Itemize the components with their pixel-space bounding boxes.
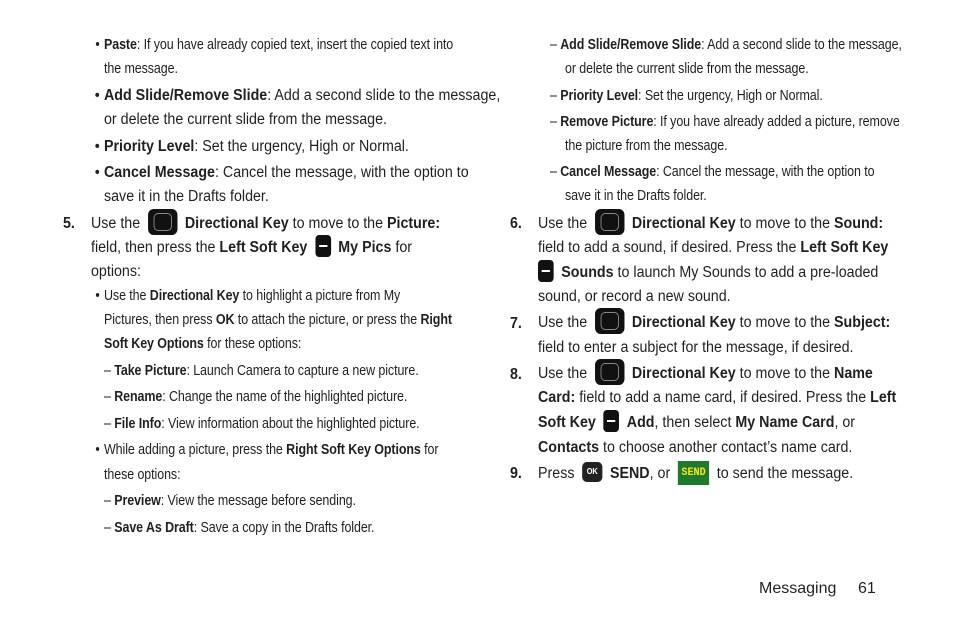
directional-key-icon <box>595 308 624 334</box>
left-soft-key-icon <box>315 235 331 257</box>
bullet-cancel-cont: save it in the Drafts folder. <box>104 188 269 205</box>
step6-line2: field to add a sound, if desired. Press the Left Soft Key <box>538 239 889 256</box>
step6-line4: sound, or record a new sound. <box>538 288 731 305</box>
dash-preview: – Preview: View the message before sending. <box>104 493 356 509</box>
sub-bullet-adding: • While adding a picture, press the Right Soft Key Options for <box>95 442 439 458</box>
dash-remove-picture-cont: the picture from the message. <box>565 138 728 154</box>
step5-line3: options: <box>91 263 141 280</box>
step7-line2: field to enter a subject for the message, if desired. <box>538 339 854 356</box>
dash-rename: – Rename: Change the name of the highlighted picture. <box>104 389 408 405</box>
bullet-addslide-cont: or delete the current slide from the message. <box>104 111 387 128</box>
directional-key-icon <box>148 209 177 235</box>
dash-cancel: – Cancel Message: Cancel the message, with the option to <box>550 164 875 180</box>
bullet-paste-cont: the message. <box>104 61 178 77</box>
footer-section: Messaging <box>759 580 837 597</box>
dash-add-slide: – Add Slide/Remove Slide: Add a second slide to the message, <box>550 37 902 53</box>
directional-key-icon <box>595 209 624 235</box>
term-paste: Paste <box>104 37 137 53</box>
step5-line2: field, then press the Left Soft Key My Pics for <box>91 236 412 260</box>
step6-line1: Use the Directional Key to move to the Sound: <box>538 211 883 237</box>
step-number: 7. <box>510 315 522 332</box>
step8-line4: Contacts to choose another contact’s name card. <box>538 439 853 456</box>
sub-bullet-directional: • Use the Directional Key to highlight a picture from My <box>95 288 401 304</box>
dash-remove-picture: – Remove Picture: If you have already added a picture, remove <box>550 114 900 130</box>
step8-line3: Soft Key Add, then select My Name Card, or <box>538 411 855 435</box>
dash-cancel-cont: save it in the Drafts folder. <box>565 188 707 204</box>
bullet-cancel: • Cancel Message: Cancel the message, with the option to <box>94 164 469 181</box>
send-key-icon: SEND <box>678 461 709 485</box>
dash-take-picture: – Take Picture: Launch Camera to capture a new picture. <box>104 363 419 379</box>
page-number: 61 <box>858 580 876 597</box>
step-number: 6. <box>510 215 522 232</box>
left-soft-key-icon <box>603 410 619 432</box>
dash-priority: – Priority Level: Set the urgency, High or Normal. <box>550 88 823 104</box>
dash-save-draft: – Save As Draft: Save a copy in the Drafts folder. <box>104 520 375 536</box>
step8-line2: Card: field to add a name card, if desired. Press the Left <box>538 389 897 406</box>
step6-line3: Sounds to launch My Sounds to add a pre-loaded <box>538 261 878 285</box>
step5-line1: Use the Directional Key to move to the Picture: <box>91 211 440 237</box>
step-number: 8. <box>510 366 522 383</box>
step-number: 9. <box>510 465 522 482</box>
step8-line1: Use the Directional Key to move to the Name <box>538 361 873 387</box>
left-soft-key-icon <box>538 260 554 282</box>
ok-key-icon: OK <box>582 462 602 482</box>
sub-bullet-adding-l2: these options: <box>104 467 181 483</box>
directional-key-icon <box>595 359 624 385</box>
sub-bullet-directional-l2: Pictures, then press OK to attach the picture, or press the Right <box>104 312 452 328</box>
dash-file-info: – File Info: View information about the highlighted picture. <box>104 416 420 432</box>
bullet-priority: • Priority Level: Set the urgency, High or Normal. <box>94 138 409 155</box>
step7-line1: Use the Directional Key to move to the Subject: <box>538 310 890 336</box>
bullet-addslide: • Add Slide/Remove Slide: Add a second slide to the message, <box>94 87 501 104</box>
dash-add-slide-cont: or delete the current slide from the message. <box>565 61 809 77</box>
sub-bullet-directional-l3: Soft Key Options for these options: <box>104 336 302 352</box>
step9-line1: Press OK SEND, or SEND to send the message. <box>538 461 853 487</box>
step-number: 5. <box>63 215 75 232</box>
bullet-paste: • Paste: If you have already copied text, insert the copied text into <box>95 37 454 53</box>
